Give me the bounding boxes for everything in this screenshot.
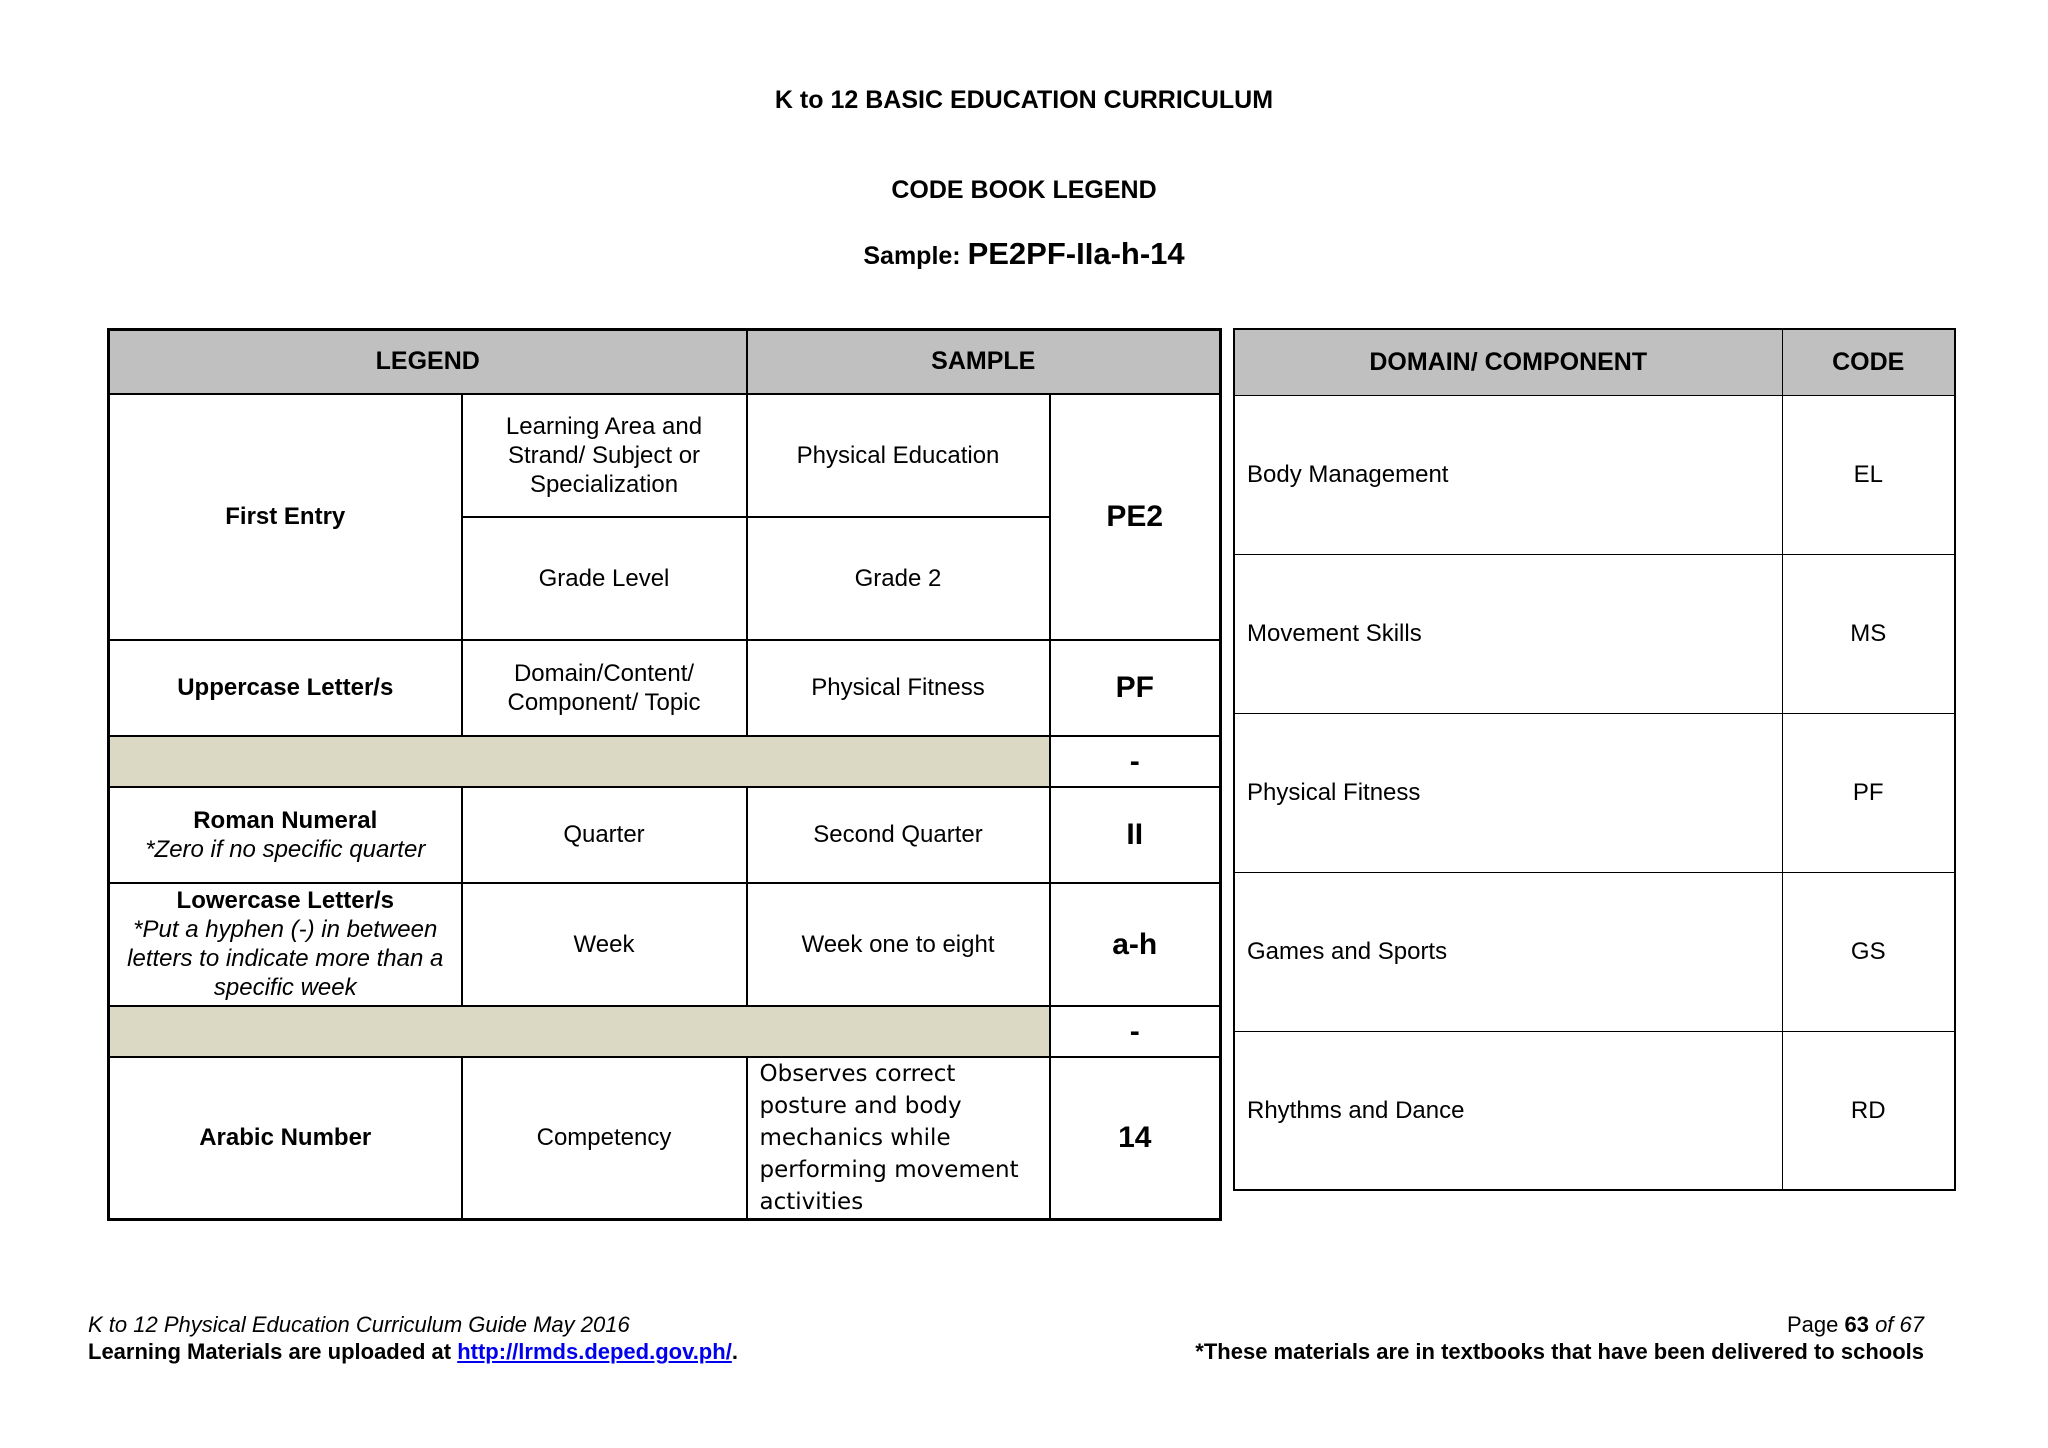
domain-code: EL xyxy=(1782,395,1955,554)
domain-code: RD xyxy=(1782,1031,1955,1190)
competency-value: Observes correct posture and body mechanics while performing movement activities xyxy=(747,1057,1050,1220)
uppercase-code: PF xyxy=(1050,640,1221,736)
page-number: 63 xyxy=(1844,1312,1869,1337)
hyphen-code-2: - xyxy=(1050,1006,1221,1057)
competency-label: Competency xyxy=(462,1057,747,1220)
sample-code: PE2PF-IIa-h-14 xyxy=(967,236,1185,271)
domain-code: PF xyxy=(1782,713,1955,872)
domain-topic-label: Domain/Content/ Component/ Topic xyxy=(462,640,747,736)
hyphen-code-1: - xyxy=(1050,736,1221,787)
domain-row xyxy=(1234,872,1955,1031)
domain-table xyxy=(1233,328,1956,1191)
page-label: Page xyxy=(1786,1312,1845,1337)
domain-code: MS xyxy=(1782,554,1955,713)
domain-row xyxy=(1234,713,1955,872)
sample-label: Sample: xyxy=(863,242,961,270)
domain-name: Games and Sports xyxy=(1234,872,1782,1031)
uploaded-prefix: Learning Materials are uploaded at xyxy=(88,1339,458,1364)
sample-header: SAMPLE xyxy=(747,330,1221,394)
arabic-label: Arabic Number xyxy=(109,1057,462,1220)
code-header: CODE xyxy=(1782,329,1955,395)
hyphen-row-shade xyxy=(109,736,1050,787)
roman-title: Roman Numeral xyxy=(193,806,378,834)
week-label: Week xyxy=(462,883,747,1006)
quarter-label: Quarter xyxy=(462,787,747,883)
uppercase-label: Uppercase Letter/s xyxy=(109,640,462,736)
roman-note: *Zero if no specific quarter xyxy=(145,835,426,863)
uploaded-line xyxy=(88,1338,738,1365)
learning-area-value: Physical Education xyxy=(747,394,1050,517)
uploaded-suffix: . xyxy=(731,1339,738,1364)
domain-header: DOMAIN/ COMPONENT xyxy=(1234,329,1782,395)
quarter-value: Second Quarter xyxy=(747,787,1050,883)
lowercase-title: Lowercase Letter/s xyxy=(176,887,394,914)
footer-right xyxy=(1195,1311,1924,1365)
document-title: K to 12 BASIC EDUCATION CURRICULUM xyxy=(774,86,1274,114)
lowercase-label xyxy=(109,883,462,1006)
legend-table xyxy=(107,328,1222,1221)
learning-area-label: Learning Area and Strand/ Subject or Specialization xyxy=(462,394,747,517)
arabic-code: 14 xyxy=(1050,1057,1221,1220)
first-entry-code: PE2 xyxy=(1050,394,1221,640)
page-of: of 67 xyxy=(1868,1312,1924,1337)
week-value: Week one to eight xyxy=(747,883,1050,1006)
first-entry-label: First Entry xyxy=(109,394,462,640)
lowercase-note: *Put a hyphen (-) in between letters to indicate more than a specific week xyxy=(127,916,444,1001)
grade-level-value: Grade 2 xyxy=(747,517,1050,640)
grade-level-label: Grade Level xyxy=(462,517,747,640)
sample-line xyxy=(0,236,2048,272)
legend-header: LEGEND xyxy=(109,330,747,394)
guide-title: K to 12 Physical Education Curriculum Guide May 2016 xyxy=(88,1312,630,1337)
domain-row xyxy=(1234,1031,1955,1190)
domain-name: Movement Skills xyxy=(1234,554,1782,713)
page-indicator xyxy=(1195,1311,1924,1338)
domain-name: Body Management xyxy=(1234,395,1782,554)
lowercase-code: a-h xyxy=(1050,883,1221,1006)
delivery-note: *These materials are in textbooks that have been delivered to schools xyxy=(1195,1339,1924,1364)
roman-numeral-label xyxy=(109,787,462,883)
document-subtitle: CODE BOOK LEGEND xyxy=(891,176,1157,204)
lrmds-link[interactable]: http://lrmds.deped.gov.ph/ xyxy=(457,1339,732,1364)
domain-code: GS xyxy=(1782,872,1955,1031)
domain-row xyxy=(1234,554,1955,713)
domain-row xyxy=(1234,395,1955,554)
domain-name: Physical Fitness xyxy=(1234,713,1782,872)
domain-topic-value: Physical Fitness xyxy=(747,640,1050,736)
domain-name: Rhythms and Dance xyxy=(1234,1031,1782,1190)
hyphen-row-shade-2 xyxy=(109,1006,1050,1057)
footer-left xyxy=(88,1311,738,1365)
roman-code: II xyxy=(1050,787,1221,883)
